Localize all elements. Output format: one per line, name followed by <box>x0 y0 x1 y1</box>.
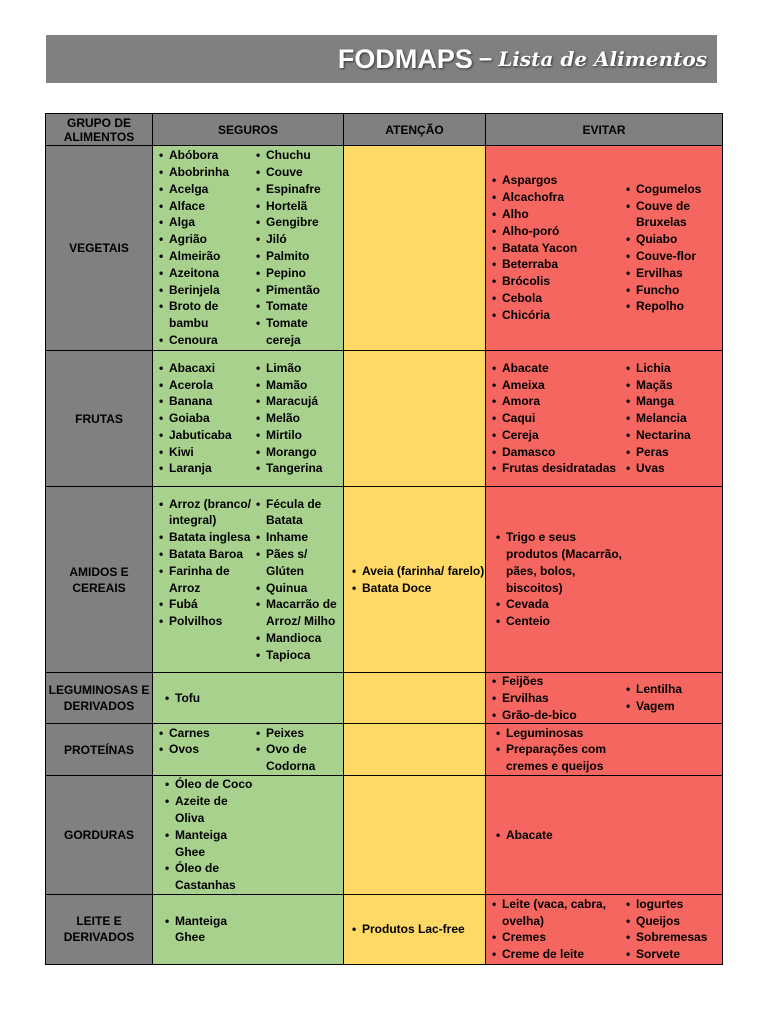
list-item: • Batata inglesa <box>157 529 254 546</box>
list-item: • Manteiga Ghee <box>163 827 260 861</box>
list-item: • Espinafre <box>254 181 343 198</box>
list-item: • Pepino <box>254 265 343 282</box>
avoid-cell <box>486 724 723 776</box>
table-row <box>46 776 723 895</box>
list-item: • Abóbora <box>157 147 254 164</box>
list-item: • Abobrinha <box>157 164 254 181</box>
row-2.safe-columns <box>153 496 343 664</box>
list-item: • Batata Baroa <box>157 546 254 563</box>
list-item: • Creme de leite <box>490 946 624 963</box>
list-item: • Abacate <box>494 827 628 844</box>
list-item: • Quiabo <box>624 231 722 248</box>
attention-list <box>344 563 484 597</box>
list-item: • Cogumelos <box>624 181 722 198</box>
header-safe: SEGUROS <box>153 114 344 146</box>
list-item: • Jabuticaba <box>157 427 254 444</box>
list-item: • Farinha de Arroz <box>157 563 254 597</box>
list-item: • Mandioca <box>254 630 343 647</box>
list-item: • Jiló <box>254 231 343 248</box>
list-item: • Acerola <box>157 377 254 394</box>
list-item: • Iogurtes <box>624 896 722 913</box>
list-item: • Brócolis <box>490 273 624 290</box>
safe-cell <box>153 351 344 487</box>
list-item: • Limão <box>254 360 343 377</box>
list-item: • Frutas desidratadas <box>490 460 624 477</box>
list-item: • Broto de bambu <box>157 298 254 332</box>
list-item: • Caqui <box>490 410 624 427</box>
row-5.avoid-list <box>490 827 628 844</box>
list-item: • Óleo de Coco <box>163 776 260 793</box>
row-0.avoid-list <box>490 172 624 323</box>
list-item: • Melancia <box>624 410 722 427</box>
list-item: • Vagem <box>624 698 722 715</box>
row-4.safe-columns <box>153 725 343 775</box>
table-row <box>46 487 723 673</box>
list-item: • Sorvete <box>624 946 722 963</box>
group-cell: VEGETAIS <box>46 146 153 351</box>
list-item: • Acelga <box>157 181 254 198</box>
list-item: • Cevada <box>494 596 628 613</box>
title-separator: – <box>478 45 493 72</box>
row-3.safe-columns <box>153 690 343 707</box>
list-item: • Batata Yacon <box>490 240 624 257</box>
safe-cell <box>153 673 344 724</box>
avoid-cell <box>486 776 723 895</box>
table-row <box>46 724 723 776</box>
page-title: FODMAPS <box>337 43 473 74</box>
list-item: • Grão-de-bico <box>490 707 624 724</box>
list-item: • Peixes <box>254 725 343 742</box>
list-item: • Aveia (farinha/ farelo) <box>350 563 484 580</box>
list-item: • Trigo e seus produtos (Macarrão, pães, bolos, biscoitos) <box>494 529 628 596</box>
list-item: • Óleo de Castanhas <box>163 860 260 894</box>
attention-cell <box>344 776 486 895</box>
page-subtitle: Lista de Alimentos <box>498 47 707 71</box>
list-item: • Cremes <box>490 929 624 946</box>
table-row <box>46 351 723 487</box>
list-item: • Manteiga Ghee <box>163 913 260 947</box>
list-item: • Kiwi <box>157 444 254 461</box>
row-2.safe-list <box>157 496 254 664</box>
safe-cell <box>153 724 344 776</box>
row-1.safe-columns <box>153 360 343 478</box>
list-item: • Chuchu <box>254 147 343 164</box>
list-item: • Ameixa <box>490 377 624 394</box>
list-item: • Pimentão <box>254 282 343 299</box>
list-item: • Couve-flor <box>624 248 722 265</box>
list-item: • Cereja <box>490 427 624 444</box>
list-item: • Goiaba <box>157 410 254 427</box>
row-2.avoid-list <box>490 529 628 630</box>
list-item: • Preparações com cremes e queijos <box>494 741 628 775</box>
attention-cell <box>344 894 486 964</box>
list-item: • Tapioca <box>254 647 343 664</box>
safe-cell <box>153 487 344 673</box>
list-item: • Alga <box>157 214 254 231</box>
attention-columns <box>344 563 485 597</box>
list-item: • Tangerina <box>254 460 343 477</box>
list-item: • Ervilhas <box>490 690 624 707</box>
table-body <box>46 146 723 965</box>
list-item: • Maçãs <box>624 377 722 394</box>
list-item: • Melão <box>254 410 343 427</box>
avoid-cell <box>486 673 723 724</box>
list-item: • Cebola <box>490 290 624 307</box>
list-item: • Funcho <box>624 282 722 299</box>
list-item: • Agrião <box>157 231 254 248</box>
row-6.safe-columns <box>153 913 343 947</box>
row-0.safe-list <box>157 147 254 349</box>
list-item: • Hortelã <box>254 198 343 215</box>
list-item: • Damasco <box>490 444 624 461</box>
list-item: • Tomate <box>254 298 343 315</box>
row-3.safe-list <box>159 690 260 707</box>
group-cell: GORDURAS <box>46 776 153 895</box>
row-6.avoid-list <box>490 896 624 963</box>
list-item: • Alho <box>490 206 624 223</box>
avoid-cell <box>486 351 723 487</box>
row-4.safe-list <box>254 725 343 775</box>
list-item: • Quinua <box>254 580 343 597</box>
row-4.safe-list <box>157 725 254 775</box>
avoid-cell <box>486 487 723 673</box>
list-item: • Pães s/ Glúten <box>254 546 343 580</box>
row-6.avoid-columns <box>486 896 722 963</box>
row-0.safe-list <box>254 147 343 349</box>
row-5.avoid-columns <box>486 827 722 844</box>
list-item: • Centeio <box>494 613 628 630</box>
row-4.avoid-columns <box>486 725 722 775</box>
title-banner <box>46 35 717 83</box>
list-item: • Palmito <box>254 248 343 265</box>
list-item: • Abacaxi <box>157 360 254 377</box>
header-row <box>46 114 723 146</box>
list-item: • Leite (vaca, cabra, ovelha) <box>490 896 624 930</box>
attention-cell <box>344 146 486 351</box>
table-row <box>46 146 723 351</box>
row-1.avoid-list <box>624 360 722 478</box>
list-item: • Amora <box>490 393 624 410</box>
table-row <box>46 673 723 724</box>
list-item: • Inhame <box>254 529 343 546</box>
list-item: • Queijos <box>624 913 722 930</box>
list-item: • Feijões <box>490 673 624 690</box>
safe-cell <box>153 146 344 351</box>
list-item: • Couve de Bruxelas <box>624 198 722 232</box>
row-6.safe-list <box>159 913 260 947</box>
list-item: • Cenoura <box>157 332 254 349</box>
group-cell: FRUTAS <box>46 351 153 487</box>
list-item: • Uvas <box>624 460 722 477</box>
list-item: • Laranja <box>157 460 254 477</box>
avoid-cell <box>486 146 723 351</box>
list-item: • Macarrão de Arroz/ Milho <box>254 596 343 630</box>
row-3.avoid-columns <box>486 673 722 723</box>
row-2.avoid-columns <box>486 529 722 630</box>
list-item: • Aspargos <box>490 172 624 189</box>
list-item: • Batata Doce <box>350 580 484 597</box>
header-attention: ATENÇÃO <box>344 114 486 146</box>
list-item: • Alho-poró <box>490 223 624 240</box>
list-item: • Ovo de Codorna <box>254 741 343 775</box>
safe-cell <box>153 776 344 895</box>
row-2.safe-list <box>254 496 343 664</box>
list-item: • Morango <box>254 444 343 461</box>
list-item: • Maracujá <box>254 393 343 410</box>
list-item: • Alface <box>157 198 254 215</box>
attention-cell <box>344 351 486 487</box>
attention-cell <box>344 673 486 724</box>
list-item: • Ovos <box>157 741 254 758</box>
list-item: • Banana <box>157 393 254 410</box>
table-row <box>46 894 723 964</box>
row-1.safe-list <box>157 360 254 478</box>
list-item: • Fécula de Batata <box>254 496 343 530</box>
list-item: • Arroz (branco/ integral) <box>157 496 254 530</box>
list-item: • Azeitona <box>157 265 254 282</box>
list-item: • Gengibre <box>254 214 343 231</box>
safe-cell <box>153 894 344 964</box>
row-5.safe-columns <box>153 776 343 894</box>
row-1.safe-list <box>254 360 343 478</box>
list-item: • Almeirão <box>157 248 254 265</box>
list-item: • Alcachofra <box>490 189 624 206</box>
list-item: • Produtos Lac-free <box>350 921 465 938</box>
list-item: • Lichia <box>624 360 722 377</box>
attention-columns <box>344 921 485 938</box>
list-item: • Abacate <box>490 360 624 377</box>
fodmap-table <box>45 113 723 965</box>
row-1.avoid-columns <box>486 360 722 478</box>
list-item: • Couve <box>254 164 343 181</box>
list-item: • Manga <box>624 393 722 410</box>
list-item: • Mamão <box>254 377 343 394</box>
list-item: • Leguminosas <box>494 725 628 742</box>
row-3.avoid-list <box>624 681 722 715</box>
list-item: • Beterraba <box>490 256 624 273</box>
list-item: • Fubá <box>157 596 254 613</box>
attention-cell <box>344 724 486 776</box>
header-group: GRUPO DE ALIMENTOS <box>46 114 153 146</box>
row-4.avoid-list <box>490 725 628 775</box>
list-item: • Sobremesas <box>624 929 722 946</box>
row-0.avoid-columns <box>486 172 722 323</box>
row-6.avoid-list <box>624 896 722 963</box>
row-0.safe-columns <box>153 147 343 349</box>
row-0.avoid-list <box>624 181 722 315</box>
list-item: • Berinjela <box>157 282 254 299</box>
list-item: • Carnes <box>157 725 254 742</box>
row-5.safe-list <box>159 776 260 894</box>
list-item: • Lentilha <box>624 681 722 698</box>
header-avoid: EVITAR <box>486 114 723 146</box>
row-1.avoid-list <box>490 360 624 478</box>
group-cell: LEITE E DERIVADOS <box>46 894 153 964</box>
group-cell: LEGUMINOSAS E DERIVADOS <box>46 673 153 724</box>
list-item: • Azeite de Oliva <box>163 793 260 827</box>
list-item: • Tomate cereja <box>254 315 343 349</box>
group-cell: AMIDOS E CEREAIS <box>46 487 153 673</box>
row-3.avoid-list <box>490 673 624 723</box>
avoid-cell <box>486 894 723 964</box>
list-item: • Nectarina <box>624 427 722 444</box>
list-item: • Ervilhas <box>624 265 722 282</box>
list-item: • Peras <box>624 444 722 461</box>
group-cell: PROTEÍNAS <box>46 724 153 776</box>
list-item: • Mirtilo <box>254 427 343 444</box>
list-item: • Polvilhos <box>157 613 254 630</box>
attention-list <box>344 921 465 938</box>
list-item: • Chicória <box>490 307 624 324</box>
list-item: • Tofu <box>163 690 260 707</box>
attention-cell <box>344 487 486 673</box>
list-item: • Repolho <box>624 298 722 315</box>
